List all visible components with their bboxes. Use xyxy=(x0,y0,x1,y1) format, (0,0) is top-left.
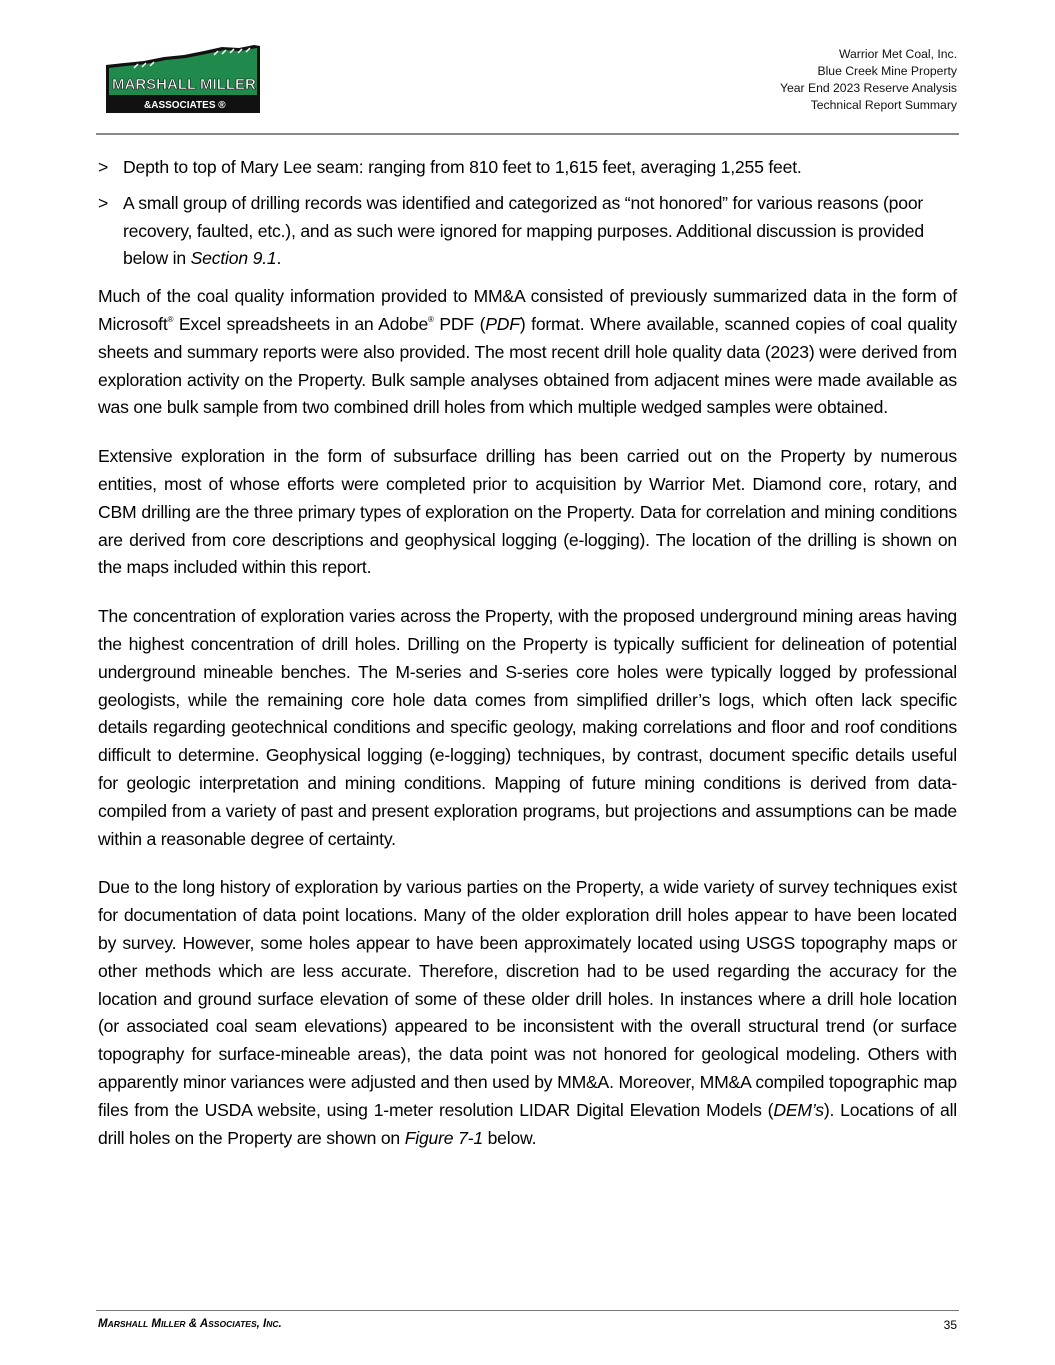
paragraph-survey: Due to the long history of exploration by various parties on the Property, a wide variety of survey techniques exist for documentation of data point locations. Many of the older exploration drill holes appear to have been located by survey. However, some holes appear to have been approximately located using USGS topography maps or other methods which are less accurate. Therefore, discretion had to be used regarding the accuracy for the location and ground surface elevation of some of these older drill holes. In instances where a drill hole location (or associated coal seam elevations) appeared to be inconsistent with the overall structural trend (or surface topography for surface-mineable areas), the data point was not honored for geological modeling. Others with apparently minor variances were adjusted and then used by MM&A. Moreover, MM&A compiled topographic map files from the USDA website, using 1-meter resolution LIDAR Digital Elevation Models (DEM’s). Locations of all drill holes on the Property are shown on Figure 7-1 below. xyxy=(98,877,957,1148)
header-analysis: Year End 2023 Reserve Analysis xyxy=(779,81,957,95)
paragraph-coal-quality: Much of the coal quality information provided to MM&A consisted of previously summarized data in the form of Microsoft® Excel spreadsheets in an Adobe® PDF (PDF) format. Where available, scanned copies of coal quality sheets and summary reports were also provided. The most recent drill hole quality data (2023) were derived from exploration activity on the Property. Bulk sample analyses obtained from adjacent mines were made available as was one bulk sample from two combined drill holes from which multiple wedged samples were obtained. xyxy=(98,286,957,418)
bullet-marker: > xyxy=(98,192,109,213)
footer-company: MARSHALL MILLER & ASSOCIATES, INC. xyxy=(98,1318,282,1330)
paragraph-exploration: Extensive exploration in the form of subsurface drilling has been carried out on the Property by numerous entities, most of whose efforts were completed prior to acquisition by Warrior Met. Diamond core, rotary, and CBM drilling are the three primary types of exploration on the Property. Data for correlation and mining conditions are derived from core descriptions and geophysical logging (e-logging). The location of the drilling is shown on the maps included within this report. xyxy=(98,446,957,578)
footer-divider xyxy=(96,1310,959,1311)
document-body xyxy=(98,154,957,1173)
page-number: 35 xyxy=(943,1318,957,1332)
header-report-type: Technical Report Summary xyxy=(810,98,957,112)
header-company: Warrior Met Coal, Inc. xyxy=(838,47,957,61)
bullet-marker: > xyxy=(98,157,109,177)
bullet-text: Depth to top of Mary Lee seam: ranging from 810 feet to 1,615 feet, averaging 1,255 feet. xyxy=(123,157,802,177)
bullet-item xyxy=(98,154,957,182)
bullet-text: A small group of drilling records was identified and categorized as “not honored” for various reasons (poor recovery, faulted, etc.), and as such were ignored for mapping purposes. Additional discussion is provided below in Section 9.1. xyxy=(123,192,924,269)
svg-text:&ASSOCIATES ®: &ASSOCIATES ® xyxy=(144,100,226,111)
paragraph-concentration: The concentration of exploration varies across the Property, with the proposed underground mining areas having the highest concentration of drill holes. Drilling on the Property is typically sufficient for delineation of potential underground mineable benches. The M-series and S-series core holes were typically logged by professional geologists, while the remaining core hole data comes from simplified driller’s logs, which often lack specific details regarding geotechnical conditions and specific geology, making correlations and floor and roof conditions difficult to determine. Geophysical logging (e-logging) techniques, by contrast, document specific details useful for geologic interpretation and mining conditions. Mapping of future mining conditions is derived from data-compiled from a variety of past and present exploration programs, but projections and assumptions can be made within a reasonable degree of certainty. xyxy=(98,606,957,849)
logo-text: MARSHALL MILLER xyxy=(112,76,256,93)
section-reference: Section 9.1 xyxy=(190,248,277,269)
header-property: Blue Creek Mine Property xyxy=(817,64,957,78)
bullet-item xyxy=(98,190,957,273)
figure-reference: Figure 7-1 xyxy=(404,1127,483,1148)
header-divider xyxy=(96,133,959,135)
report-header xyxy=(780,46,957,114)
company-logo xyxy=(104,43,261,115)
